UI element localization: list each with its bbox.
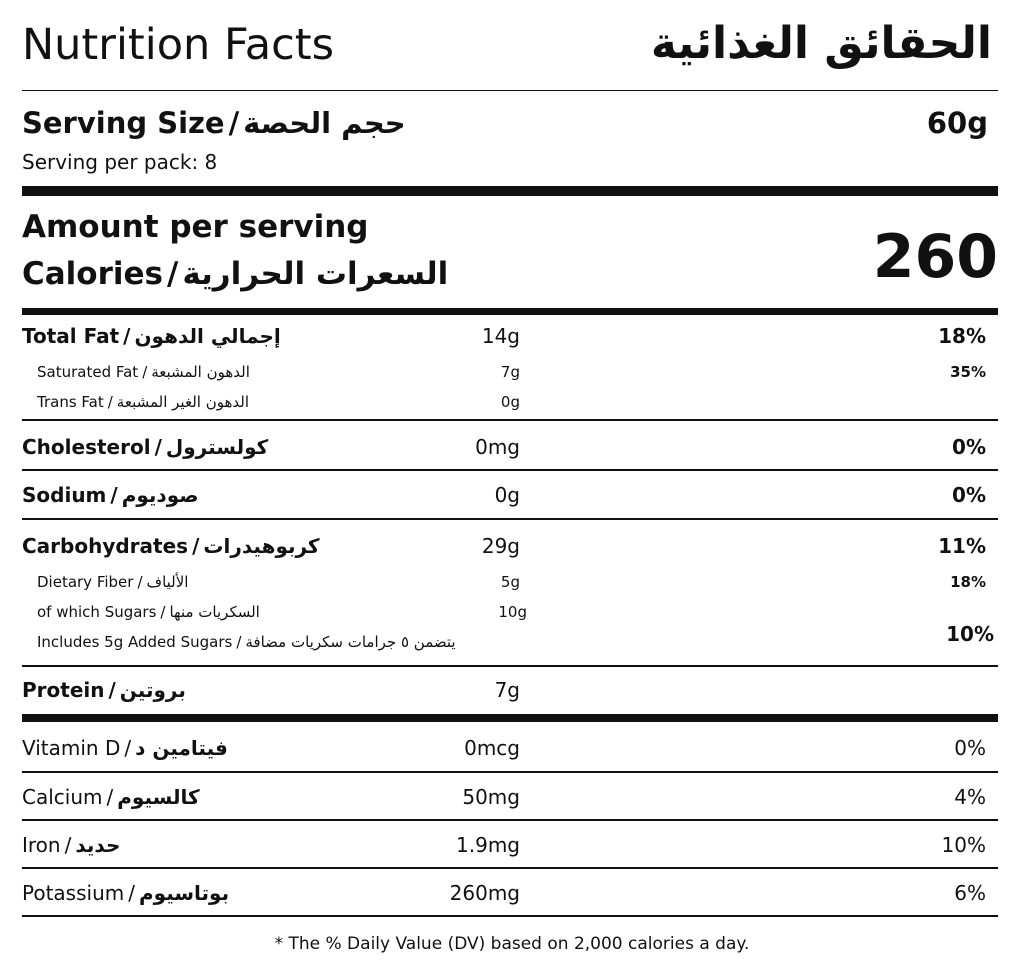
cholesterol-label-ar: كولسترول	[165, 435, 269, 459]
separator: /	[107, 393, 113, 411]
total-fat-dv: 18%	[938, 324, 986, 348]
serving-size-label-en: Serving Size	[22, 106, 225, 140]
vitamin-d-label-en: Vitamin D	[22, 736, 121, 760]
header-divider	[22, 90, 998, 91]
thick-divider-3	[22, 714, 998, 722]
serving-size-label	[22, 106, 406, 140]
separator: /	[128, 881, 135, 905]
cholesterol-label	[22, 435, 268, 459]
separator: /	[142, 363, 148, 381]
iron-dv: 10%	[941, 833, 986, 857]
iron-amount: 1.9mg	[456, 833, 520, 857]
protein-label-en: Protein	[22, 678, 105, 702]
total-fat-label-en: Total Fat	[22, 324, 120, 348]
vitamin-d-amount: 0mcg	[464, 736, 520, 760]
separator: /	[154, 435, 162, 459]
separator: /	[106, 785, 114, 809]
sodium-label-en: Sodium	[22, 483, 107, 507]
potassium-label-ar: بوتاسيوم	[139, 881, 230, 905]
divider-iron	[22, 867, 998, 869]
calcium-label	[22, 785, 200, 809]
title-english: Nutrition Facts	[22, 20, 334, 70]
divider-vitamin-d	[22, 771, 998, 773]
trans-fat-amount: 0g	[500, 393, 520, 411]
calories-value: 260	[872, 222, 998, 292]
saturated-fat-amount: 7g	[500, 363, 520, 381]
divider-sodium	[22, 518, 998, 520]
sodium-amount: 0g	[494, 483, 520, 507]
carbohydrates-label-en: Carbohydrates	[22, 534, 189, 558]
carbohydrates-dv: 11%	[938, 534, 986, 558]
sodium-dv: 0%	[952, 483, 986, 507]
protein-amount: 7g	[494, 678, 520, 702]
saturated-fat-label-en: Saturated Fat	[37, 363, 139, 381]
calories-label-ar: السعرات الحرارية	[182, 256, 449, 292]
added-sugars-label-ar: يتضمن ٥ جرامات سكريات مضافة	[245, 633, 456, 651]
sodium-label	[22, 483, 199, 507]
calcium-label-en: Calcium	[22, 785, 103, 809]
dietary-fiber-label	[37, 573, 188, 591]
separator: /	[124, 736, 132, 760]
total-fat-label-ar: إجمالي الدهون	[134, 324, 281, 348]
dietary-fiber-amount: 5g	[500, 573, 520, 591]
potassium-amount: 260mg	[449, 881, 520, 905]
divider-cholesterol	[22, 469, 998, 471]
divider-carbs	[22, 665, 998, 667]
separator: /	[236, 633, 242, 651]
iron-label-en: Iron	[22, 833, 61, 857]
calcium-dv: 4%	[954, 785, 986, 809]
added-sugars-label	[37, 633, 456, 651]
divider-fat	[22, 419, 998, 421]
separator: /	[110, 483, 118, 507]
potassium-label-en: Potassium	[22, 881, 125, 905]
thick-divider-2	[22, 308, 998, 315]
footnote: * The % Daily Value (DV) based on 2,000 calories a day.	[274, 934, 750, 954]
iron-label	[22, 833, 120, 857]
calcium-label-ar: كالسيوم	[117, 785, 200, 809]
serving-size-label-ar: حجم الحصة	[243, 106, 406, 140]
saturated-fat-label-ar: الدهون المشبعة	[151, 363, 250, 381]
separator: /	[137, 573, 143, 591]
cholesterol-label-en: Cholesterol	[22, 435, 151, 459]
amount-per-serving: Amount per serving	[22, 209, 369, 245]
potassium-dv: 6%	[954, 881, 986, 905]
servings-per-pack: Serving per pack: 8	[22, 150, 218, 174]
serving-size-value: 60g	[926, 106, 988, 140]
vitamin-d-label	[22, 736, 228, 760]
sugars-label-en: of which Sugars	[37, 603, 157, 621]
separator: /	[108, 678, 116, 702]
calcium-amount: 50mg	[462, 785, 520, 809]
calories-label-en: Calories	[22, 256, 163, 292]
dietary-fiber-label-ar: الألياف	[146, 573, 189, 591]
iron-label-ar: حديد	[75, 833, 121, 857]
vitamin-d-label-ar: فيتامين د	[135, 736, 228, 760]
total-fat-amount: 14g	[481, 324, 520, 348]
potassium-label	[22, 881, 229, 905]
carbohydrates-amount: 29g	[481, 534, 520, 558]
separator: /	[192, 534, 200, 558]
protein-label	[22, 678, 186, 702]
sugars-label-ar: السكريات منها	[169, 603, 260, 621]
saturated-fat-dv: 35%	[950, 363, 986, 381]
divider-calcium	[22, 819, 998, 821]
added-sugars-dv: 10%	[946, 622, 994, 646]
saturated-fat-label	[37, 363, 250, 381]
thick-divider-1	[22, 186, 998, 196]
separator: /	[123, 324, 131, 348]
sugars-label	[37, 603, 260, 621]
sodium-label-ar: صوديوم	[121, 483, 199, 507]
trans-fat-label	[37, 393, 249, 411]
dietary-fiber-label-en: Dietary Fiber	[37, 573, 134, 591]
carbohydrates-label-ar: كربوهيدرات	[203, 534, 320, 558]
cholesterol-amount: 0mg	[475, 435, 520, 459]
cholesterol-dv: 0%	[952, 435, 986, 459]
separator: /	[166, 256, 179, 292]
separator: /	[160, 603, 166, 621]
sugars-amount: 10g	[498, 603, 527, 621]
trans-fat-label-ar: الدهون الغير المشبعة	[116, 393, 249, 411]
total-fat-label	[22, 324, 281, 348]
separator: /	[64, 833, 72, 857]
separator: /	[228, 106, 240, 140]
dietary-fiber-dv: 18%	[950, 573, 986, 591]
carbohydrates-label	[22, 534, 320, 558]
divider-potassium	[22, 915, 998, 917]
trans-fat-label-en: Trans Fat	[37, 393, 104, 411]
protein-label-ar: بروتين	[119, 678, 186, 702]
added-sugars-label-en: Includes 5g Added Sugars	[37, 633, 233, 651]
title-arabic: الحقائق الغذائية	[650, 18, 992, 69]
vitamin-d-dv: 0%	[954, 736, 986, 760]
calories-label	[22, 256, 448, 292]
